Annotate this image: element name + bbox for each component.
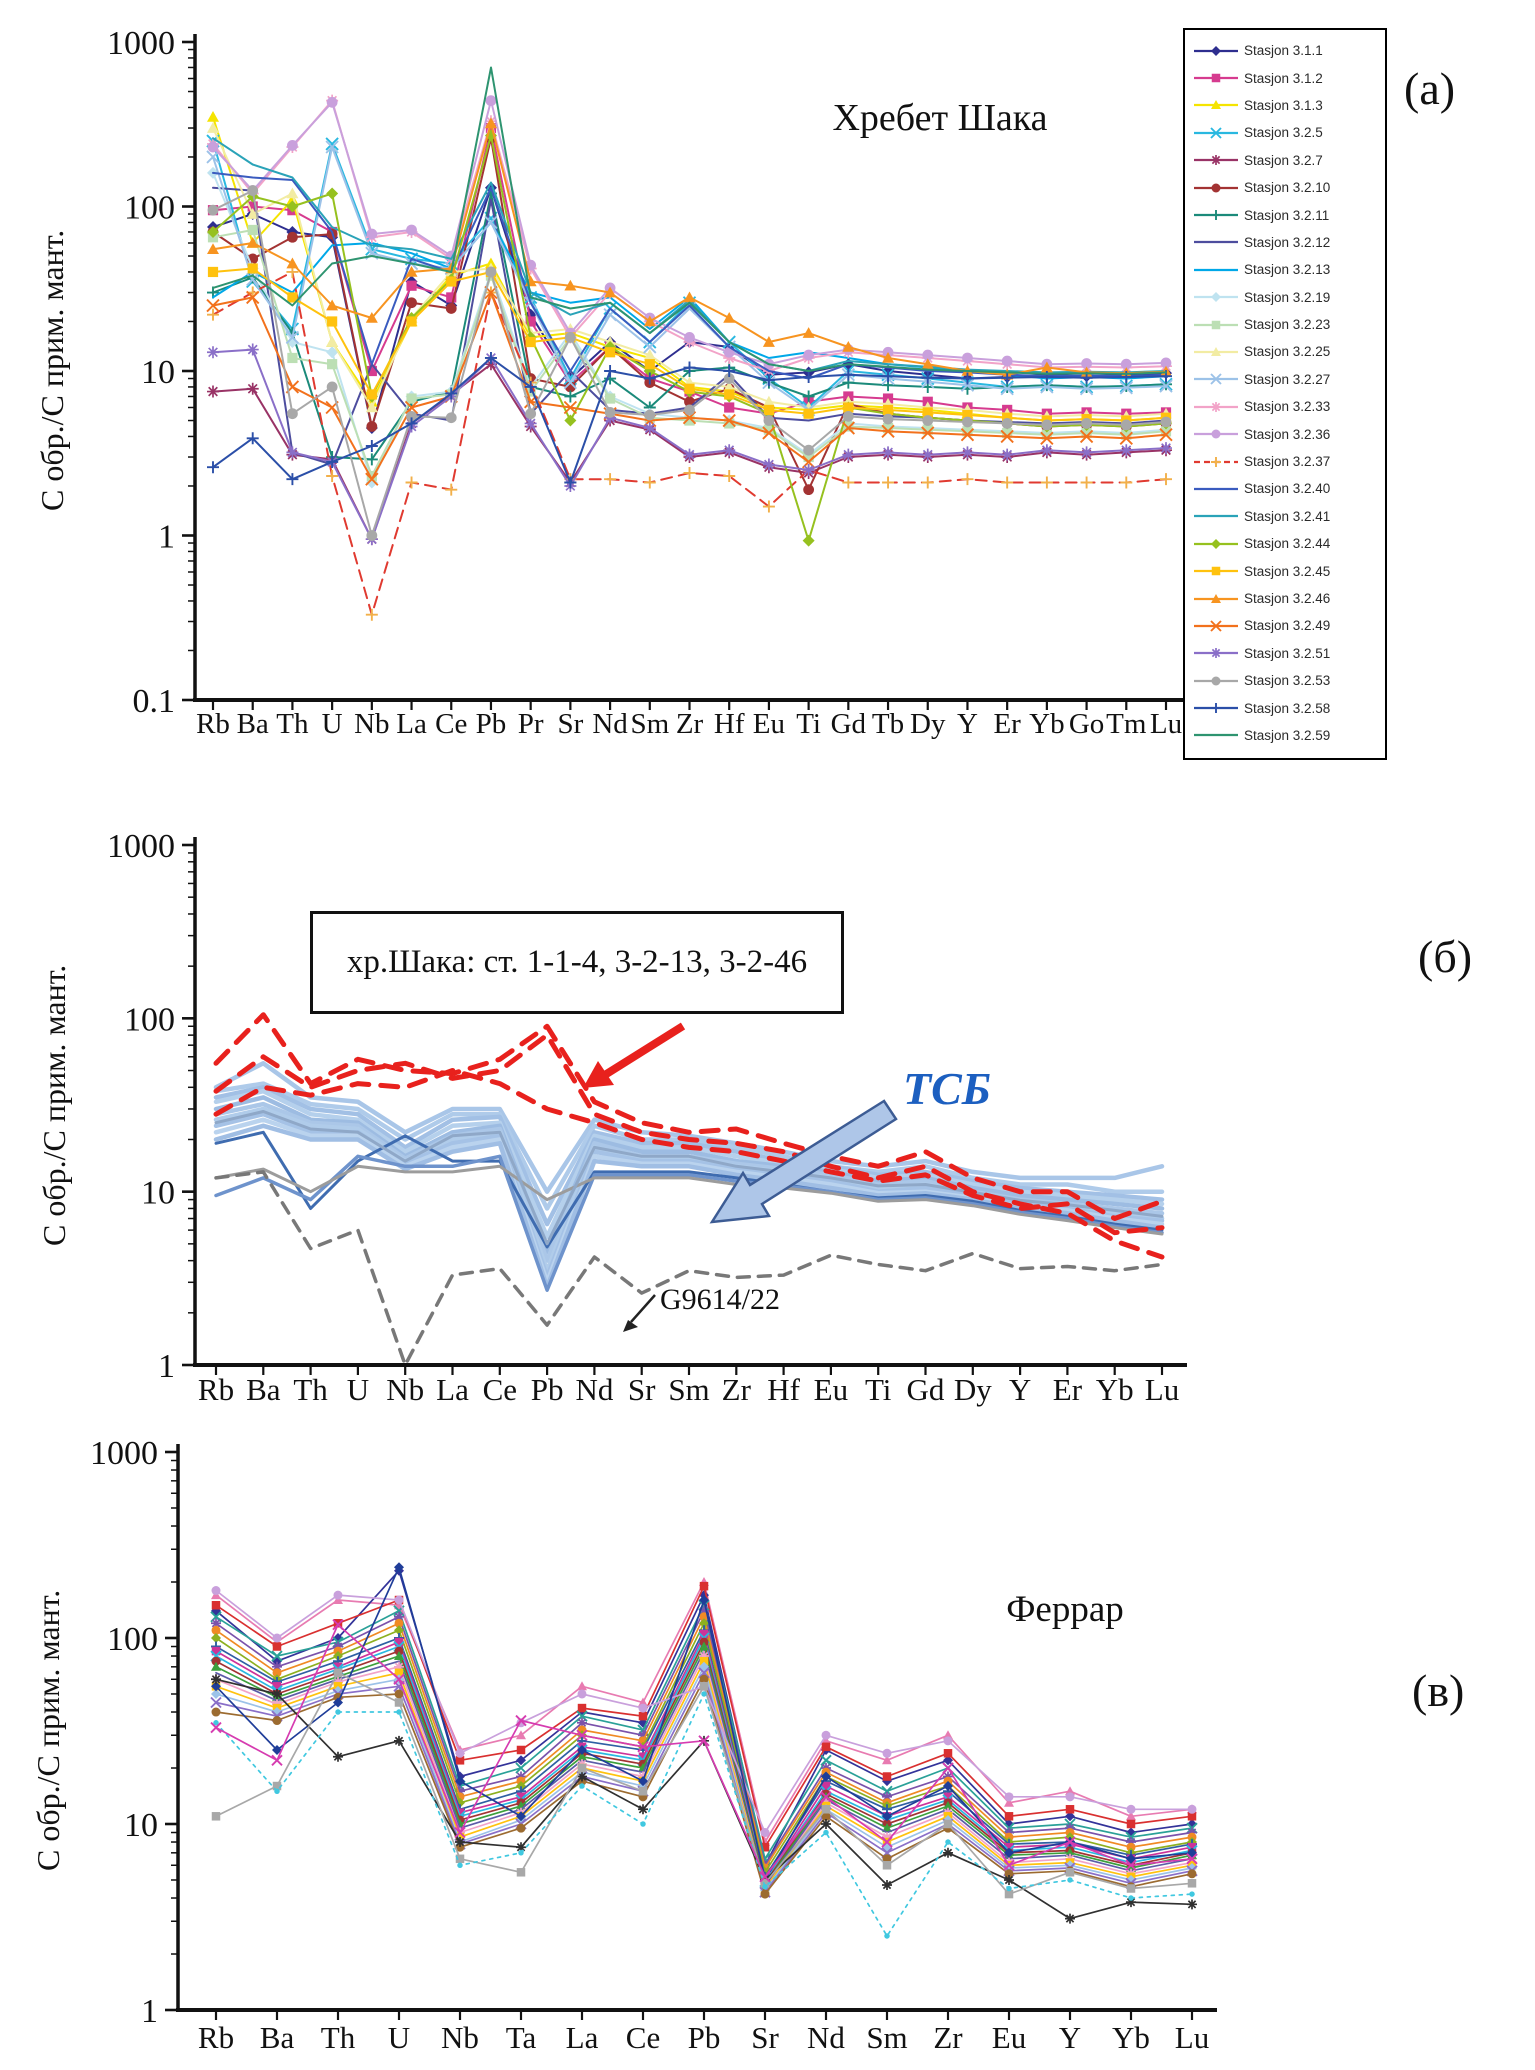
- legend-item: [1193, 174, 1385, 201]
- legend-item: [1193, 585, 1385, 612]
- svg-text:Y: Y: [956, 708, 978, 740]
- legend-item: [1193, 475, 1385, 502]
- legend-item-label: Stasjon 3.2.23: [1244, 317, 1331, 333]
- panel-a-ylabel: С обр./С прим. мант.: [34, 229, 70, 511]
- legend-item: [1193, 284, 1385, 311]
- legend-item-label: Stasjon 3.2.33: [1244, 399, 1331, 415]
- legend-item: [1193, 338, 1385, 365]
- legend-item-label: Stasjon 3.2.37: [1244, 454, 1331, 470]
- svg-text:Eu: Eu: [813, 1372, 849, 1407]
- legend-item: [1193, 366, 1385, 393]
- svg-text:1000: 1000: [90, 1435, 158, 1472]
- svg-text:1000: 1000: [107, 828, 175, 865]
- svg-text:100: 100: [124, 1001, 175, 1039]
- svg-text:Rb: Rb: [197, 2020, 235, 2055]
- legend-item: [1193, 640, 1385, 667]
- svg-text:Tb: Tb: [871, 708, 905, 740]
- svg-text:Yb: Yb: [1112, 2020, 1150, 2055]
- svg-text:Dy: Dy: [910, 708, 946, 740]
- legend-marker-icon: [1193, 644, 1239, 662]
- legend-item-label: Stasjon 3.1.3: [1244, 97, 1323, 113]
- legend-marker-icon: [1193, 672, 1239, 690]
- svg-text:Pb: Pb: [475, 708, 507, 740]
- svg-text:La: La: [396, 708, 427, 740]
- legend-item: [1193, 448, 1385, 475]
- svg-text:Ti: Ti: [864, 1372, 892, 1407]
- svg-text:Sm: Sm: [668, 1372, 710, 1407]
- legend-marker-icon: [1193, 453, 1239, 471]
- svg-text:Lu: Lu: [1149, 708, 1183, 740]
- svg-text:Sm: Sm: [866, 2020, 908, 2055]
- svg-text:Nb: Nb: [386, 1372, 425, 1407]
- svg-text:1000: 1000: [107, 25, 175, 62]
- svg-text:Dy: Dy: [953, 1372, 992, 1407]
- legend-item-label: Stasjon 3.2.59: [1244, 727, 1331, 743]
- svg-text:U: U: [346, 1372, 370, 1407]
- panel-b-letter: (б): [1418, 931, 1473, 982]
- legend-item-label: Stasjon 3.2.7: [1244, 152, 1323, 168]
- svg-text:100: 100: [124, 189, 175, 227]
- legend-marker-icon: [1193, 425, 1239, 443]
- svg-text:Gd: Gd: [830, 708, 867, 740]
- svg-text:Th: Th: [293, 1372, 328, 1407]
- legend-marker-icon: [1193, 96, 1239, 114]
- svg-text:U: U: [321, 708, 343, 740]
- tsb-label: ТСБ: [903, 1063, 992, 1114]
- legend-item: [1193, 64, 1385, 91]
- svg-text:Rb: Rb: [197, 1372, 235, 1407]
- svg-text:Sr: Sr: [751, 2020, 779, 2055]
- legend-item-label: Stasjon 3.2.49: [1244, 618, 1331, 634]
- svg-text:Ba: Ba: [236, 708, 269, 740]
- svg-text:10: 10: [141, 354, 175, 391]
- svg-text:10: 10: [141, 1174, 175, 1212]
- legend-marker-icon: [1193, 726, 1239, 744]
- legend-item-label: Stasjon 3.2.53: [1244, 673, 1331, 689]
- legend-item-label: Stasjon 3.1.2: [1244, 70, 1323, 86]
- legend-item-label: Stasjon 3.2.41: [1244, 508, 1331, 524]
- svg-text:Nd: Nd: [575, 1372, 614, 1407]
- svg-text:Lu: Lu: [1144, 1372, 1180, 1407]
- legend-item-label: Stasjon 3.2.19: [1244, 289, 1331, 305]
- svg-text:Nd: Nd: [592, 708, 628, 740]
- svg-text:Nd: Nd: [807, 2020, 845, 2055]
- legend-item-label: Stasjon 3.2.13: [1244, 262, 1331, 278]
- svg-text:Ba: Ba: [246, 1372, 281, 1407]
- sample-arrow: [623, 1295, 655, 1332]
- legend-item-label: Stasjon 3.2.58: [1244, 700, 1331, 716]
- legend-item: [1193, 694, 1385, 721]
- svg-text:Zr: Zr: [721, 1372, 751, 1407]
- legend-item-label: Stasjon 3.2.46: [1244, 591, 1331, 606]
- legend-item: [1193, 92, 1385, 119]
- panel-c-ylabel: С обр./С прим. мант.: [30, 1589, 66, 1871]
- svg-text:Nb: Nb: [441, 2020, 479, 2055]
- legend-marker-icon: [1193, 562, 1239, 580]
- svg-text:Yb: Yb: [1095, 1372, 1134, 1407]
- svg-text:Rb: Rb: [196, 708, 230, 740]
- legend-item: [1193, 557, 1385, 584]
- svg-text:0.1: 0.1: [132, 683, 175, 720]
- legend-marker-icon: [1193, 124, 1239, 142]
- legend-marker-icon: [1193, 480, 1239, 498]
- svg-text:La: La: [565, 2020, 599, 2055]
- svg-text:Zr: Zr: [675, 708, 704, 740]
- svg-text:Zr: Zr: [933, 2020, 963, 2055]
- svg-text:Hf: Hf: [713, 708, 745, 740]
- legend-item: [1193, 201, 1385, 228]
- legend-item-label: Stasjon 3.2.40: [1244, 481, 1331, 497]
- g9614-label: G9614/22: [660, 1283, 780, 1316]
- legend-item-label: Stasjon 3.2.44: [1244, 536, 1331, 552]
- svg-text:Th: Th: [320, 2020, 356, 2055]
- legend: [1183, 28, 1387, 760]
- svg-text:Go: Go: [1068, 708, 1105, 740]
- svg-text:U: U: [387, 2020, 411, 2055]
- legend-marker-icon: [1193, 288, 1239, 306]
- svg-text:Pb: Pb: [530, 1372, 564, 1407]
- legend-item: [1193, 119, 1385, 146]
- legend-marker-icon: [1193, 261, 1239, 279]
- legend-marker-icon: [1193, 343, 1239, 361]
- svg-text:Er: Er: [993, 708, 1021, 740]
- legend-item-label: Stasjon 3.2.51: [1244, 645, 1331, 661]
- legend-marker-icon: [1193, 69, 1239, 87]
- legend-marker-icon: [1193, 617, 1239, 635]
- legend-item: [1193, 147, 1385, 174]
- panel-a-title: Хребет Шака: [832, 97, 1048, 139]
- svg-text:Tm: Tm: [1106, 708, 1147, 740]
- legend-marker-icon: [1193, 590, 1239, 608]
- svg-text:Sr: Sr: [557, 708, 584, 740]
- svg-text:Y: Y: [1058, 2020, 1082, 2055]
- svg-text:Ce: Ce: [482, 1372, 518, 1407]
- legend-marker-icon: [1193, 179, 1239, 197]
- panel-c-letter: (в): [1412, 1665, 1465, 1716]
- svg-text:Gd: Gd: [906, 1372, 945, 1407]
- svg-text:Ta: Ta: [505, 2020, 537, 2055]
- legend-marker-icon: [1193, 206, 1239, 224]
- svg-text:Th: Th: [276, 708, 309, 740]
- legend-item: [1193, 722, 1385, 749]
- legend-item-label: Stasjon 3.2.5: [1244, 125, 1323, 141]
- legend-marker-icon: [1193, 316, 1239, 334]
- svg-text:Ba: Ba: [259, 2020, 295, 2055]
- legend-item-label: Stasjon 3.2.25: [1244, 344, 1331, 360]
- legend-item: [1193, 229, 1385, 256]
- legend-item: [1193, 311, 1385, 338]
- panel-a-letter: (а): [1404, 63, 1456, 114]
- svg-text:100: 100: [107, 1621, 158, 1658]
- svg-text:Eu: Eu: [991, 2020, 1027, 2055]
- svg-text:La: La: [436, 1372, 469, 1407]
- legend-item: [1193, 667, 1385, 694]
- legend-item-label: Stasjon 3.2.12: [1244, 234, 1331, 250]
- svg-text:Hf: Hf: [767, 1372, 800, 1407]
- legend-marker-icon: [1193, 151, 1239, 169]
- legend-marker-icon: [1193, 507, 1239, 525]
- legend-item: [1193, 612, 1385, 639]
- legend-item: [1193, 37, 1385, 64]
- legend-marker-icon: [1193, 370, 1239, 388]
- svg-text:Ce: Ce: [625, 2020, 661, 2055]
- svg-text:Ti: Ti: [796, 708, 822, 740]
- legend-marker-icon: [1193, 42, 1239, 60]
- legend-marker-icon: [1193, 699, 1239, 717]
- legend-item: [1193, 503, 1385, 530]
- svg-text:Lu: Lu: [1174, 2020, 1210, 2055]
- svg-text:Sm: Sm: [630, 708, 670, 740]
- legend-marker-icon: [1193, 535, 1239, 553]
- svg-text:Pb: Pb: [687, 2020, 721, 2055]
- legend-item: [1193, 256, 1385, 283]
- red-arrow: [583, 1026, 683, 1088]
- svg-text:Yb: Yb: [1029, 708, 1065, 740]
- legend-item-label: Stasjon 3.2.27: [1244, 371, 1331, 387]
- panel-b-annotation-box: хр.Шака: ст. 1-1-4, 3-2-13, 3-2-46: [310, 911, 844, 1014]
- legend-marker-icon: [1193, 398, 1239, 416]
- svg-text:Pr: Pr: [517, 708, 544, 740]
- svg-text:Sr: Sr: [627, 1372, 656, 1407]
- svg-text:1: 1: [158, 1348, 175, 1385]
- legend-item: [1193, 420, 1385, 447]
- legend-item-label: Stasjon 3.2.45: [1244, 563, 1331, 579]
- svg-text:1: 1: [158, 518, 175, 556]
- legend-item: [1193, 393, 1385, 420]
- svg-text:Er: Er: [1052, 1372, 1083, 1407]
- svg-text:Eu: Eu: [752, 708, 786, 740]
- svg-text:Nb: Nb: [354, 708, 390, 740]
- svg-text:Ce: Ce: [435, 708, 468, 740]
- legend-item: [1193, 530, 1385, 557]
- svg-text:Y: Y: [1008, 1372, 1032, 1407]
- svg-text:1: 1: [141, 1993, 158, 2030]
- panel-c-title: Феррар: [1006, 1589, 1124, 1630]
- legend-marker-icon: [1193, 233, 1239, 251]
- legend-item-label: Stasjon 3.2.10: [1244, 180, 1331, 196]
- legend-item-label: Stasjon 3.1.1: [1244, 43, 1323, 59]
- legend-item-label: Stasjon 3.2.36: [1244, 426, 1331, 442]
- svg-text:10: 10: [124, 1807, 158, 1844]
- panel-b-ylabel: С обр./С прим. мант.: [36, 964, 72, 1246]
- legend-item-label: Stasjon 3.2.11: [1244, 207, 1330, 223]
- tsb-block-arrow: [712, 1101, 896, 1222]
